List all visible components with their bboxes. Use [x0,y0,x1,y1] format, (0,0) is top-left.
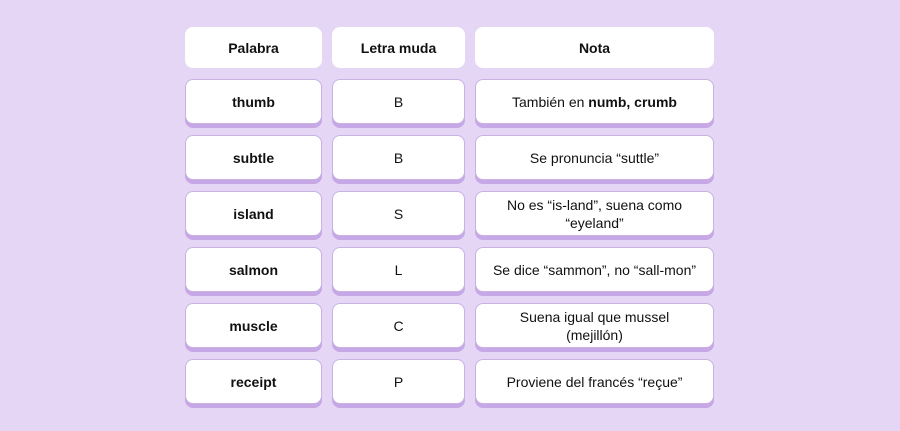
header-letra-muda: Letra muda [332,27,465,68]
row-letter-thumb: B [332,79,465,124]
row-word-salmon: salmon [185,247,322,292]
row-note-muscle: Suena igual que mussel (mejillón) [475,303,714,348]
header-palabra: Palabra [185,27,322,68]
row-note-thumb [475,79,714,124]
row-word-subtle: subtle [185,135,322,180]
note-text: También en [512,93,589,110]
row-word-receipt: receipt [185,359,322,404]
row-note-salmon: Se dice “sammon”, no “sall-mon” [475,247,714,292]
row-word-thumb: thumb [185,79,322,124]
row-letter-receipt: P [332,359,465,404]
note-bold-text: numb, crumb [588,93,677,110]
row-letter-muscle: C [332,303,465,348]
row-note-island: No es “is-land”, suena como “eyeland” [475,191,714,236]
row-letter-subtle: B [332,135,465,180]
row-note-receipt: Proviene del francés “reçue” [475,359,714,404]
row-letter-salmon: L [332,247,465,292]
header-nota: Nota [475,27,714,68]
silent-letters-table [185,27,715,415]
row-word-muscle: muscle [185,303,322,348]
row-word-island: island [185,191,322,236]
row-note-subtle: Se pronuncia “suttle” [475,135,714,180]
row-letter-island: S [332,191,465,236]
